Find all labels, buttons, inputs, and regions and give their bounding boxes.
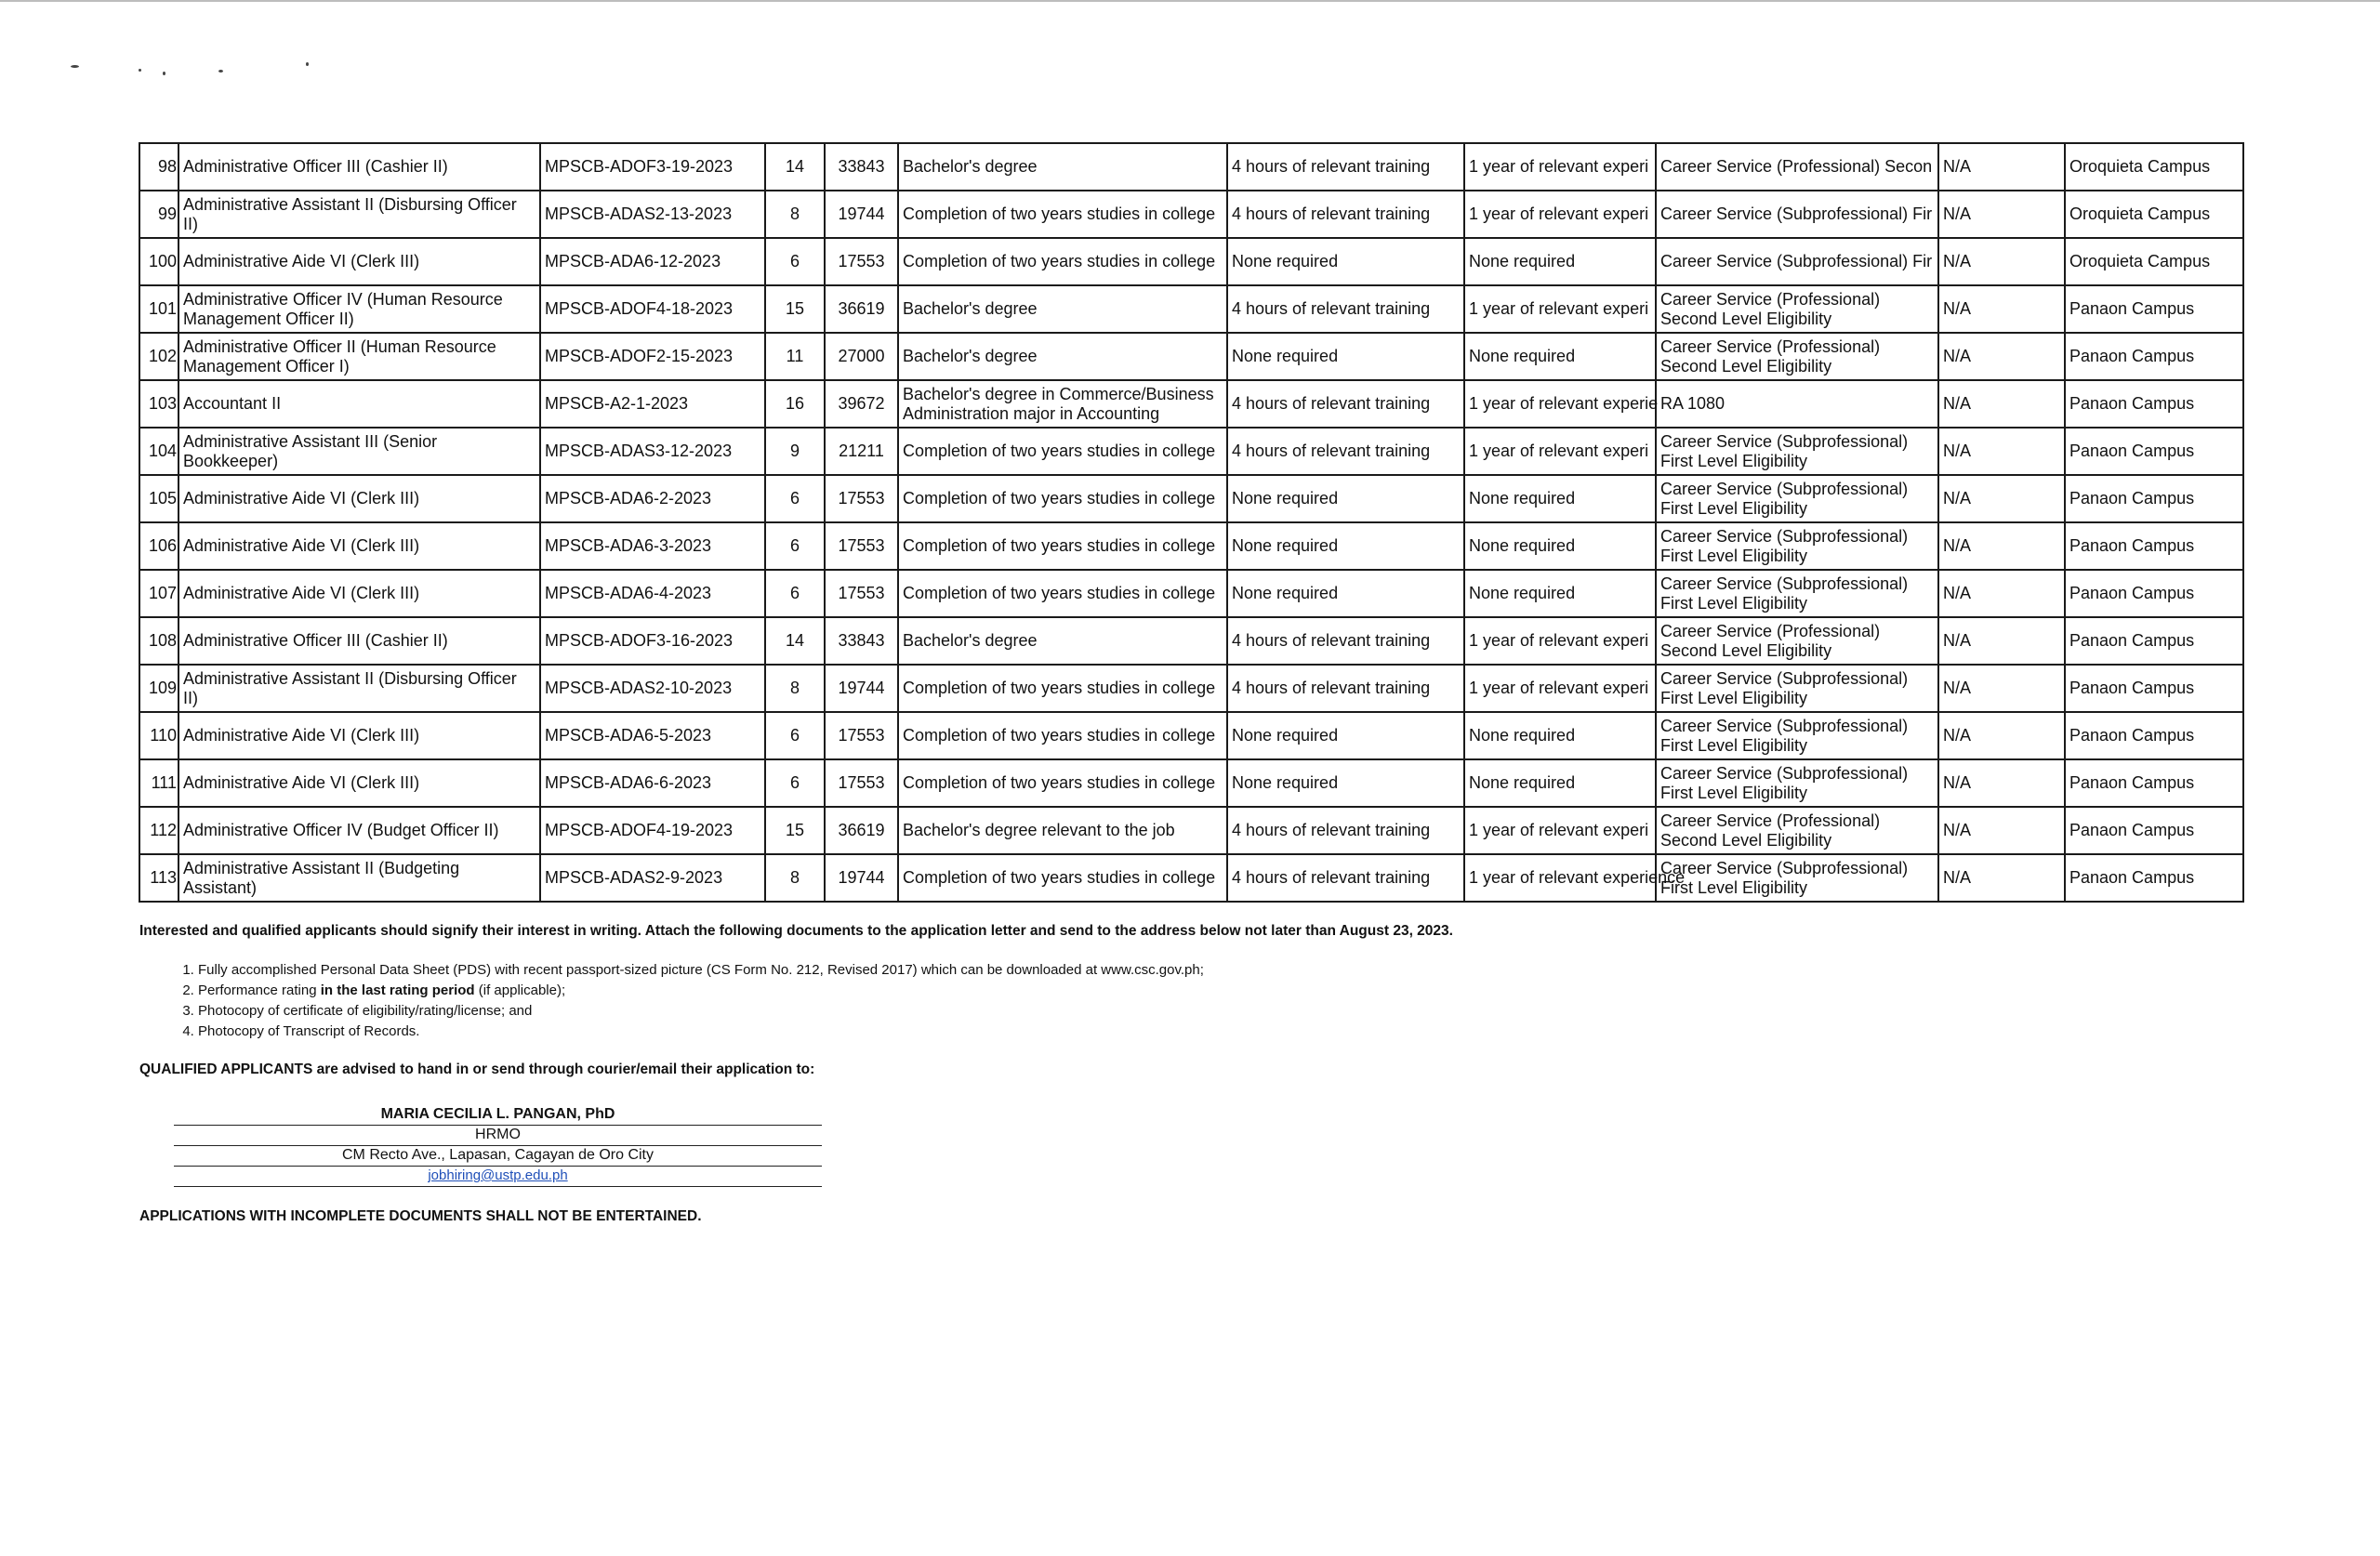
cell-place-of-assignment: Panaon Campus — [2065, 712, 2243, 759]
cell-education: Completion of two years studies in college — [898, 854, 1227, 902]
cell-education: Bachelor's degree in Commerce/Business Administration major in Accounting — [898, 380, 1227, 428]
cell-place-of-assignment: Panaon Campus — [2065, 428, 2243, 475]
cell-salary-grade: 14 — [765, 143, 825, 191]
contact-email-link[interactable]: jobhiring@ustp.edu.ph — [174, 1167, 822, 1187]
cell-monthly-salary: 17553 — [825, 475, 898, 522]
contact-title: HRMO — [174, 1126, 822, 1146]
cell-place-of-assignment: Panaon Campus — [2065, 475, 2243, 522]
cell-training: None required — [1227, 238, 1464, 285]
requirement-item: 4. Photocopy of Transcript of Records. — [198, 1022, 1204, 1042]
cell-position-title: Administrative Officer IV (Budget Officer II) — [178, 807, 540, 854]
cell-place-of-assignment: Panaon Campus — [2065, 617, 2243, 665]
cell-experience: 1 year of relevant experi — [1464, 285, 1656, 333]
table-row — [139, 807, 2243, 854]
incomplete-documents-notice: APPLICATIONS WITH INCOMPLETE DOCUMENTS SHALL NOT BE ENTERTAINED. — [139, 1208, 702, 1224]
cell-eligibility: Career Service (Professional) Second Level Eligibility — [1656, 617, 1938, 665]
cell-position-title: Administrative Aide VI (Clerk III) — [178, 570, 540, 617]
cell-item-no: 102 — [139, 333, 178, 380]
scan-speck — [139, 69, 141, 72]
cell-experience: None required — [1464, 522, 1656, 570]
contact-address: CM Recto Ave., Lapasan, Cagayan de Oro City — [174, 1146, 822, 1167]
cell-competency: N/A — [1938, 854, 2065, 902]
cell-education: Bachelor's degree — [898, 333, 1227, 380]
cell-eligibility: Career Service (Subprofessional) First Level Eligibility — [1656, 522, 1938, 570]
cell-experience: 1 year of relevant experi — [1464, 665, 1656, 712]
cell-place-of-assignment: Panaon Campus — [2065, 759, 2243, 807]
cell-salary-grade: 9 — [765, 428, 825, 475]
cell-monthly-salary: 19744 — [825, 665, 898, 712]
cell-competency: N/A — [1938, 428, 2065, 475]
cell-plantilla-code: MPSCB-ADOF3-19-2023 — [540, 143, 765, 191]
cell-salary-grade: 6 — [765, 238, 825, 285]
cell-position-title: Administrative Assistant II (Disbursing Officer II) — [178, 191, 540, 238]
cell-place-of-assignment: Oroquieta Campus — [2065, 238, 2243, 285]
cell-plantilla-code: MPSCB-ADAS3-12-2023 — [540, 428, 765, 475]
cell-education: Completion of two years studies in college — [898, 238, 1227, 285]
table-row — [139, 143, 2243, 191]
cell-position-title: Administrative Assistant II (Budgeting Assistant) — [178, 854, 540, 902]
cell-position-title: Administrative Aide VI (Clerk III) — [178, 759, 540, 807]
cell-item-no: 107 — [139, 570, 178, 617]
cell-place-of-assignment: Oroquieta Campus — [2065, 191, 2243, 238]
cell-item-no: 103 — [139, 380, 178, 428]
scan-speck — [218, 70, 223, 73]
cell-competency: N/A — [1938, 285, 2065, 333]
cell-position-title: Administrative Aide VI (Clerk III) — [178, 475, 540, 522]
cell-plantilla-code: MPSCB-ADA6-3-2023 — [540, 522, 765, 570]
cell-salary-grade: 8 — [765, 665, 825, 712]
cell-salary-grade: 8 — [765, 854, 825, 902]
scan-speck — [71, 65, 79, 68]
cell-experience: 1 year of relevant experi — [1464, 807, 1656, 854]
cell-salary-grade: 16 — [765, 380, 825, 428]
cell-plantilla-code: MPSCB-ADAS2-9-2023 — [540, 854, 765, 902]
cell-eligibility: Career Service (Subprofessional) First Level Eligibility — [1656, 428, 1938, 475]
cell-salary-grade: 6 — [765, 475, 825, 522]
cell-monthly-salary: 17553 — [825, 238, 898, 285]
cell-monthly-salary: 21211 — [825, 428, 898, 475]
cell-item-no: 110 — [139, 712, 178, 759]
cell-eligibility: Career Service (Professional) Second Level Eligibility — [1656, 333, 1938, 380]
cell-eligibility: Career Service (Professional) Secon — [1656, 143, 1938, 191]
requirement-item: 1. Fully accomplished Personal Data Sheet (PDS) with recent passport-sized picture (CS Form No. 212, Revised 2017) which can be downloaded at www.csc.gov.ph; — [198, 960, 1204, 981]
cell-salary-grade: 6 — [765, 522, 825, 570]
cell-training: 4 hours of relevant training — [1227, 191, 1464, 238]
cell-education: Bachelor's degree — [898, 143, 1227, 191]
cell-competency: N/A — [1938, 570, 2065, 617]
cell-plantilla-code: MPSCB-ADOF3-16-2023 — [540, 617, 765, 665]
cell-eligibility: Career Service (Subprofessional) First Level Eligibility — [1656, 475, 1938, 522]
table-row — [139, 854, 2243, 902]
cell-eligibility: Career Service (Subprofessional) First Level Eligibility — [1656, 570, 1938, 617]
cell-competency: N/A — [1938, 807, 2065, 854]
cell-experience: None required — [1464, 759, 1656, 807]
cell-item-no: 111 — [139, 759, 178, 807]
cell-competency: N/A — [1938, 475, 2065, 522]
cell-item-no: 112 — [139, 807, 178, 854]
cell-item-no: 101 — [139, 285, 178, 333]
cell-experience: None required — [1464, 570, 1656, 617]
cell-competency: N/A — [1938, 617, 2065, 665]
cell-eligibility: Career Service (Subprofessional) First Level Eligibility — [1656, 712, 1938, 759]
cell-monthly-salary: 33843 — [825, 617, 898, 665]
cell-competency: N/A — [1938, 238, 2065, 285]
cell-monthly-salary: 19744 — [825, 854, 898, 902]
cell-salary-grade: 8 — [765, 191, 825, 238]
cell-monthly-salary: 17553 — [825, 522, 898, 570]
cell-experience: None required — [1464, 238, 1656, 285]
cell-experience: 1 year of relevant experience — [1464, 854, 1656, 902]
cell-salary-grade: 6 — [765, 759, 825, 807]
cell-item-no: 108 — [139, 617, 178, 665]
cell-training: None required — [1227, 475, 1464, 522]
cell-education: Completion of two years studies in college — [898, 475, 1227, 522]
cell-training: 4 hours of relevant training — [1227, 665, 1464, 712]
cell-position-title: Administrative Assistant III (Senior Bookkeeper) — [178, 428, 540, 475]
cell-plantilla-code: MPSCB-ADAS2-10-2023 — [540, 665, 765, 712]
cell-eligibility: Career Service (Subprofessional) First Level Eligibility — [1656, 665, 1938, 712]
cell-position-title: Administrative Officer IV (Human Resource Management Officer II) — [178, 285, 540, 333]
cell-place-of-assignment: Panaon Campus — [2065, 333, 2243, 380]
cell-item-no: 98 — [139, 143, 178, 191]
cell-place-of-assignment: Panaon Campus — [2065, 807, 2243, 854]
cell-experience: 1 year of relevant experi — [1464, 428, 1656, 475]
cell-place-of-assignment: Panaon Campus — [2065, 665, 2243, 712]
cell-training: 4 hours of relevant training — [1227, 617, 1464, 665]
contact-name: MARIA CECILIA L. PANGAN, PhD — [174, 1105, 822, 1126]
cell-education: Completion of two years studies in college — [898, 522, 1227, 570]
cell-monthly-salary: 19744 — [825, 191, 898, 238]
application-instructions: Interested and qualified applicants should signify their interest in writing. Attach the following documents to the application letter and send to the address below not later than August 23, 2023. — [139, 923, 1453, 939]
scan-top-edge — [0, 0, 2380, 2]
requirement-item — [198, 981, 1204, 1001]
table-row — [139, 522, 2243, 570]
cell-competency: N/A — [1938, 665, 2065, 712]
cell-competency: N/A — [1938, 143, 2065, 191]
cell-experience: None required — [1464, 712, 1656, 759]
cell-competency: N/A — [1938, 759, 2065, 807]
table-row — [139, 380, 2243, 428]
cell-experience: 1 year of relevant experi — [1464, 617, 1656, 665]
cell-training: None required — [1227, 333, 1464, 380]
cell-monthly-salary: 33843 — [825, 143, 898, 191]
table-row — [139, 759, 2243, 807]
cell-place-of-assignment: Panaon Campus — [2065, 285, 2243, 333]
cell-training: None required — [1227, 570, 1464, 617]
cell-place-of-assignment: Oroquieta Campus — [2065, 143, 2243, 191]
requirement-text: Performance rating — [198, 982, 321, 998]
table-row — [139, 191, 2243, 238]
cell-item-no: 106 — [139, 522, 178, 570]
cell-eligibility: Career Service (Subprofessional) First Level Eligibility — [1656, 759, 1938, 807]
cell-plantilla-code: MPSCB-ADAS2-13-2023 — [540, 191, 765, 238]
cell-position-title: Administrative Assistant II (Disbursing Officer II) — [178, 665, 540, 712]
cell-training: None required — [1227, 522, 1464, 570]
table-row — [139, 665, 2243, 712]
table-row — [139, 475, 2243, 522]
cell-monthly-salary: 17553 — [825, 570, 898, 617]
cell-item-no: 104 — [139, 428, 178, 475]
cell-competency: N/A — [1938, 380, 2065, 428]
cell-experience: None required — [1464, 333, 1656, 380]
cell-monthly-salary: 17553 — [825, 712, 898, 759]
cell-salary-grade: 15 — [765, 807, 825, 854]
cell-education: Completion of two years studies in college — [898, 712, 1227, 759]
requirement-text: (if applicable); — [474, 982, 566, 998]
cell-item-no: 109 — [139, 665, 178, 712]
cell-salary-grade: 6 — [765, 712, 825, 759]
cell-plantilla-code: MPSCB-A2-1-2023 — [540, 380, 765, 428]
cell-eligibility: Career Service (Professional) Second Level Eligibility — [1656, 285, 1938, 333]
cell-plantilla-code: MPSCB-ADA6-6-2023 — [540, 759, 765, 807]
cell-position-title: Accountant II — [178, 380, 540, 428]
cell-training: 4 hours of relevant training — [1227, 143, 1464, 191]
cell-competency: N/A — [1938, 712, 2065, 759]
cell-salary-grade: 11 — [765, 333, 825, 380]
qualified-applicants-notice: QUALIFIED APPLICANTS are advised to hand in or send through courier/email their application to: — [139, 1062, 815, 1077]
cell-plantilla-code: MPSCB-ADOF2-15-2023 — [540, 333, 765, 380]
cell-training: None required — [1227, 712, 1464, 759]
cell-monthly-salary: 36619 — [825, 285, 898, 333]
cell-position-title: Administrative Aide VI (Clerk III) — [178, 238, 540, 285]
cell-place-of-assignment: Panaon Campus — [2065, 854, 2243, 902]
cell-eligibility: Career Service (Subprofessional) First Level Eligibility — [1656, 854, 1938, 902]
table-row — [139, 333, 2243, 380]
cell-monthly-salary: 17553 — [825, 759, 898, 807]
table-row — [139, 428, 2243, 475]
cell-education: Completion of two years studies in college — [898, 428, 1227, 475]
cell-experience: 1 year of relevant experie — [1464, 380, 1656, 428]
cell-monthly-salary: 36619 — [825, 807, 898, 854]
cell-plantilla-code: MPSCB-ADA6-4-2023 — [540, 570, 765, 617]
cell-education: Completion of two years studies in college — [898, 759, 1227, 807]
cell-eligibility: Career Service (Professional) Second Level Eligibility — [1656, 807, 1938, 854]
cell-training: 4 hours of relevant training — [1227, 428, 1464, 475]
cell-competency: N/A — [1938, 522, 2065, 570]
cell-salary-grade: 15 — [765, 285, 825, 333]
cell-competency: N/A — [1938, 333, 2065, 380]
requirements-list — [178, 960, 1204, 1042]
cell-plantilla-code: MPSCB-ADA6-12-2023 — [540, 238, 765, 285]
cell-position-title: Administrative Aide VI (Clerk III) — [178, 522, 540, 570]
cell-education: Bachelor's degree — [898, 617, 1227, 665]
requirement-item: 3. Photocopy of certificate of eligibility/rating/license; and — [198, 1001, 1204, 1022]
cell-item-no: 113 — [139, 854, 178, 902]
cell-position-title: Administrative Aide VI (Clerk III) — [178, 712, 540, 759]
cell-training: 4 hours of relevant training — [1227, 285, 1464, 333]
cell-education: Completion of two years studies in college — [898, 191, 1227, 238]
cell-training: 4 hours of relevant training — [1227, 854, 1464, 902]
cell-monthly-salary: 27000 — [825, 333, 898, 380]
table-row — [139, 238, 2243, 285]
cell-training: 4 hours of relevant training — [1227, 807, 1464, 854]
table-row — [139, 285, 2243, 333]
cell-position-title: Administrative Officer III (Cashier II) — [178, 143, 540, 191]
vacancy-table — [139, 142, 2244, 903]
cell-plantilla-code: MPSCB-ADA6-5-2023 — [540, 712, 765, 759]
scan-speck — [163, 72, 165, 75]
cell-eligibility: RA 1080 — [1656, 380, 1938, 428]
cell-education: Completion of two years studies in college — [898, 570, 1227, 617]
cell-education: Completion of two years studies in college — [898, 665, 1227, 712]
requirement-emphasis: in the last rating period — [320, 982, 475, 998]
cell-position-title: Administrative Officer II (Human Resource Management Officer I) — [178, 333, 540, 380]
cell-place-of-assignment: Panaon Campus — [2065, 570, 2243, 617]
cell-item-no: 99 — [139, 191, 178, 238]
contact-block — [174, 1105, 822, 1187]
cell-competency: N/A — [1938, 191, 2065, 238]
table-row — [139, 712, 2243, 759]
cell-item-no: 105 — [139, 475, 178, 522]
table-row — [139, 617, 2243, 665]
cell-salary-grade: 6 — [765, 570, 825, 617]
vacancy-table-body — [139, 143, 2243, 902]
cell-place-of-assignment: Panaon Campus — [2065, 522, 2243, 570]
cell-item-no: 100 — [139, 238, 178, 285]
cell-plantilla-code: MPSCB-ADA6-2-2023 — [540, 475, 765, 522]
cell-education: Bachelor's degree — [898, 285, 1227, 333]
cell-eligibility: Career Service (Subprofessional) Fir — [1656, 238, 1938, 285]
cell-experience: 1 year of relevant experi — [1464, 191, 1656, 238]
scan-speck — [306, 62, 309, 66]
cell-training: None required — [1227, 759, 1464, 807]
cell-plantilla-code: MPSCB-ADOF4-19-2023 — [540, 807, 765, 854]
cell-place-of-assignment: Panaon Campus — [2065, 380, 2243, 428]
cell-plantilla-code: MPSCB-ADOF4-18-2023 — [540, 285, 765, 333]
cell-salary-grade: 14 — [765, 617, 825, 665]
cell-training: 4 hours of relevant training — [1227, 380, 1464, 428]
cell-eligibility: Career Service (Subprofessional) Fir — [1656, 191, 1938, 238]
cell-monthly-salary: 39672 — [825, 380, 898, 428]
cell-experience: 1 year of relevant experi — [1464, 143, 1656, 191]
cell-position-title: Administrative Officer III (Cashier II) — [178, 617, 540, 665]
cell-experience: None required — [1464, 475, 1656, 522]
table-row — [139, 570, 2243, 617]
cell-education: Bachelor's degree relevant to the job — [898, 807, 1227, 854]
